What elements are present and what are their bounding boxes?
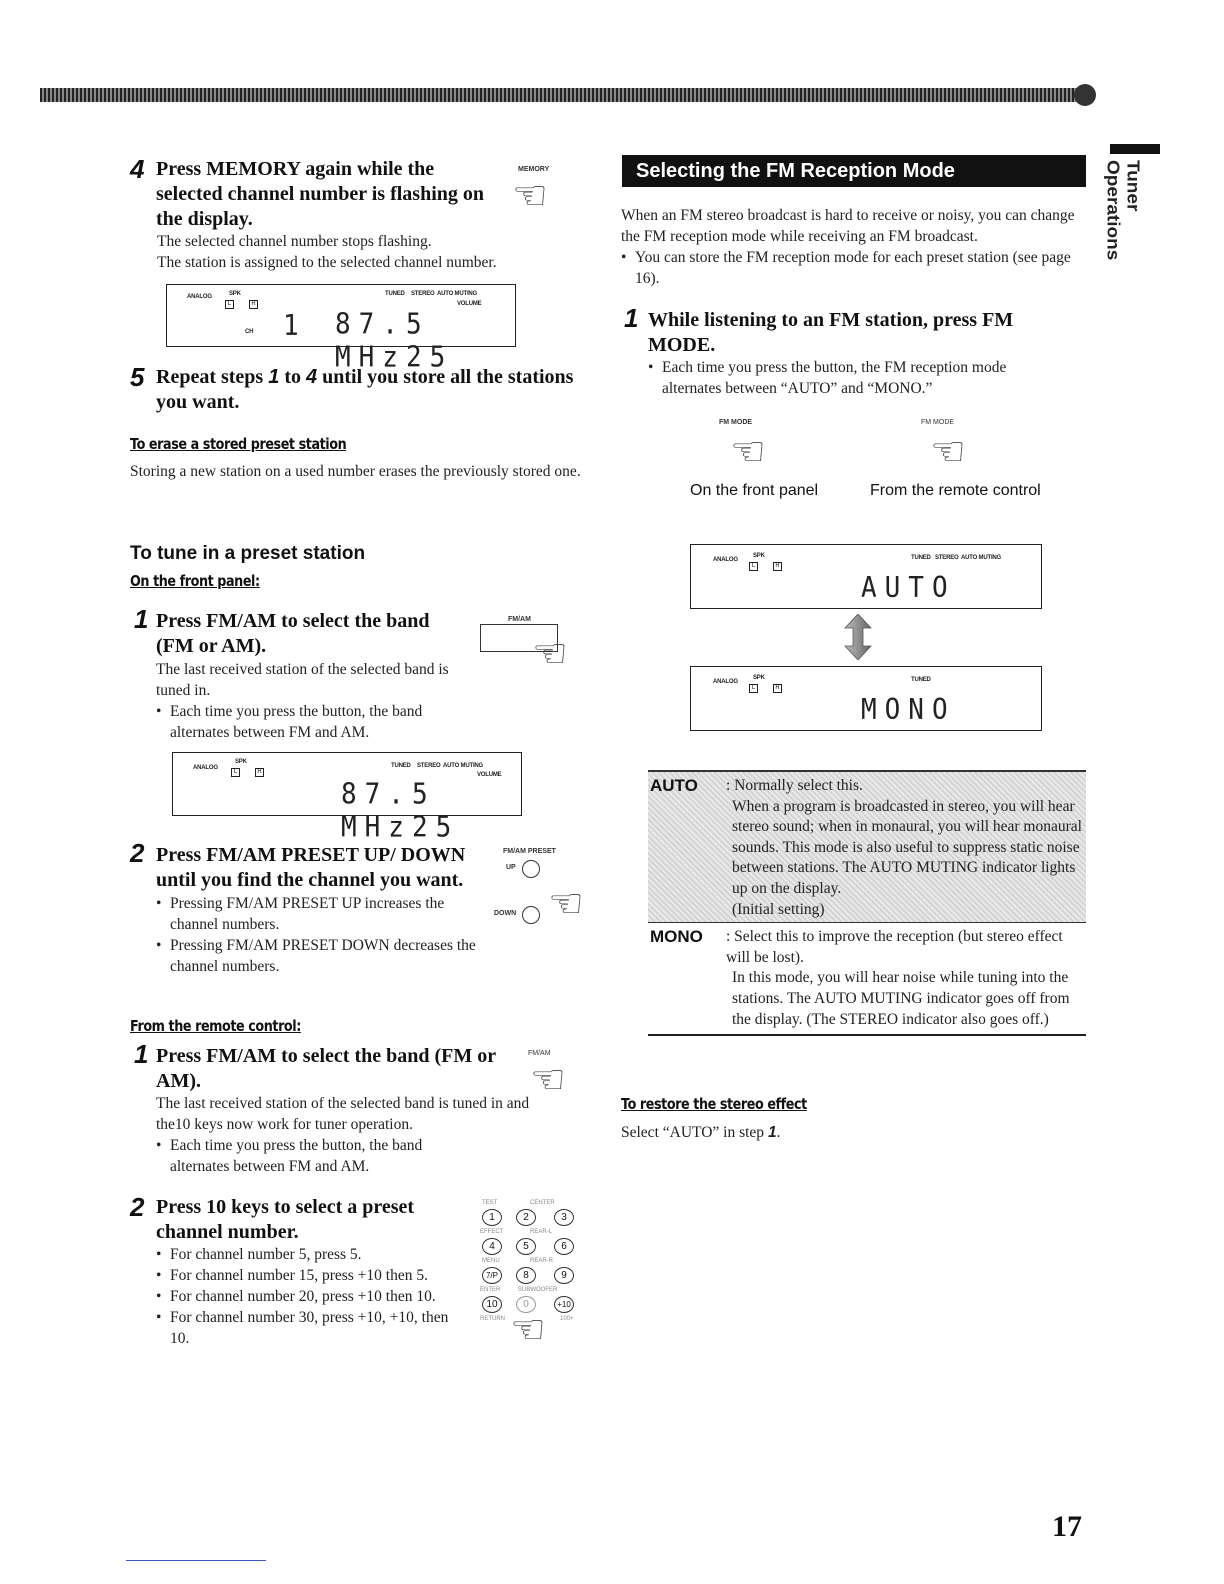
key-8: 8 — [516, 1267, 536, 1284]
indicator-stereo: STEREO — [411, 291, 435, 297]
step-title: Press MEMORY again while the selected channel number is flashing on the display. — [156, 158, 484, 230]
speaker-r-indicator: R — [249, 300, 258, 309]
display-panel-mono — [690, 666, 1042, 731]
step-ref: 1 — [268, 366, 280, 388]
mode-key: AUTO — [650, 776, 698, 795]
bullet-item: • For channel number 15, press +10 then 5. — [156, 1265, 466, 1286]
indicator-tuned: TUNED — [911, 555, 931, 561]
icon-label: FM MODE — [719, 419, 753, 426]
step-body — [648, 357, 1068, 399]
key-label: EFFECT — [480, 1229, 504, 1235]
pointing-hand-icon: ☜ — [548, 881, 584, 927]
indicator-volume: VOLUME — [457, 301, 482, 307]
step-number: 2 — [130, 838, 145, 868]
remote-keypad-graphic — [468, 1198, 588, 1358]
step-number: 4 — [130, 154, 145, 184]
mode-description — [726, 776, 1082, 920]
bullet-item: • For channel number 20, press +10 then 10. — [156, 1286, 466, 1307]
pointing-hand-icon: ☜ — [532, 631, 568, 677]
speaker-r-indicator: R — [255, 768, 264, 777]
step-title: Press FM/AM PRESET UP/ DOWN until you find the channel you want. — [156, 844, 466, 891]
speaker-l-indicator: L — [225, 300, 234, 309]
step-title — [156, 365, 606, 415]
indicator-stereo: STEREO — [417, 763, 441, 769]
bullet-item: • Pressing FM/AM PRESET UP increases the channel numbers. — [156, 893, 476, 935]
bullet-item: • For channel number 5, press 5. — [156, 1244, 466, 1265]
step-number: 1 — [134, 1039, 149, 1069]
indicator-spk: SPK — [753, 553, 765, 559]
icon-label: FM/AM PRESET — [503, 848, 556, 855]
display-frequency: 87.5 MHz25 — [335, 308, 454, 374]
subheading: To erase a stored preset station — [130, 435, 347, 453]
restore-text — [621, 1122, 1021, 1143]
display-frequency: 87.5 MHz25 — [341, 778, 460, 844]
display-panel — [172, 752, 522, 844]
mode-desc-line: : Normally select this. — [726, 777, 863, 794]
key-label: RETURN — [480, 1316, 505, 1322]
mode-desc-line: When a program is broadcasted in stereo, you will hear stereo sound; when in monaural, you will hear monaural sounds. This mode is also useful to suppress static noise between stations. The AUTO MUTING indicator lights up on the display. — [732, 797, 1082, 897]
bullet-item: • Each time you press the button, the FM reception mode alternates between “AUTO” and “MONO.” — [648, 357, 1068, 399]
bullet-item: • Each time you press the button, the band alternates between FM and AM. — [156, 701, 476, 743]
up-down-arrow-icon — [844, 614, 872, 660]
step-body — [156, 659, 476, 743]
display-panel — [166, 284, 516, 374]
display-mode-text: MONO — [861, 693, 956, 727]
indicator-spk: SPK — [753, 675, 765, 681]
key-label: REAR-L — [530, 1229, 553, 1235]
preset-up-button-graphic — [522, 860, 540, 878]
subheading: To restore the stereo effect — [621, 1095, 807, 1113]
key-6: 6 — [554, 1238, 574, 1255]
indicator-analog: ANALOG — [193, 765, 218, 771]
icon-label: FM/AM — [508, 616, 531, 623]
bullet-item: • For channel number 30, press +10, +10, then 10. — [156, 1307, 466, 1349]
key-5: 5 — [516, 1238, 536, 1255]
key-2: 2 — [516, 1209, 536, 1226]
indicator-auto-muting: AUTO MUTING — [961, 555, 1002, 561]
step-body — [156, 1244, 466, 1349]
key-3: 3 — [554, 1209, 574, 1226]
pointing-hand-icon: ☜ — [530, 1057, 566, 1103]
key-label: MENU — [482, 1258, 500, 1264]
preset-down-button-graphic — [522, 906, 540, 924]
step-body — [157, 231, 577, 273]
step-body — [156, 893, 476, 977]
title-part: until you store all the stations you want. — [156, 366, 574, 413]
speaker-l-indicator: L — [749, 562, 758, 571]
bullet-item: • Pressing FM/AM PRESET DOWN decreases the channel numbers. — [156, 935, 476, 977]
speaker-r-indicator: R — [773, 562, 782, 571]
speaker-r-indicator: R — [773, 684, 782, 693]
display-channel: 1 — [283, 309, 307, 343]
icon-label: FM/AM — [528, 1050, 551, 1057]
key-9: 9 — [554, 1267, 574, 1284]
pointing-hand-icon: ☜ — [930, 429, 966, 475]
mode-description — [726, 927, 1082, 1030]
key-7p: 7/P — [482, 1267, 502, 1284]
mode-row-mono — [648, 922, 1086, 1036]
indicator-analog: ANALOG — [187, 294, 212, 300]
pointing-hand-icon: ☜ — [512, 173, 548, 219]
step-line: The station is assigned to the selected channel number. — [157, 254, 497, 271]
caption-front-panel: On the front panel — [690, 482, 819, 499]
down-label: DOWN — [494, 910, 517, 917]
key-plus10: +10 — [554, 1296, 574, 1313]
key-label: ENTER — [480, 1287, 501, 1293]
indicator-analog: ANALOG — [713, 679, 738, 685]
step-ref: 4 — [306, 366, 318, 388]
side-tab-marker — [1110, 144, 1160, 154]
indicator-stereo: STEREO — [935, 555, 959, 561]
step-number: 5 — [130, 362, 145, 392]
key-label: SUBWOOFER — [518, 1287, 558, 1293]
erase-text: Storing a new station on a used number erases the previously stored one. — [130, 463, 581, 480]
section-title-bar: Selecting the FM Reception Mode — [622, 155, 1086, 187]
side-tab-label: Tuner Operations — [1103, 160, 1142, 261]
indicator-tuned: TUNED — [385, 291, 405, 297]
display-panel-auto — [690, 544, 1042, 609]
step-title: Press FM/AM to select the band (FM or AM). — [156, 1045, 496, 1092]
indicator-ch: CH — [245, 329, 254, 335]
title-part: to — [279, 366, 307, 388]
footer-line — [126, 1560, 266, 1561]
key-0: 0 — [516, 1296, 536, 1313]
step-line: The last received station of the selected band is tuned in. — [156, 661, 449, 699]
indicator-auto-muting: AUTO MUTING — [437, 291, 478, 297]
step-title: While listening to an FM station, press FM MODE. — [648, 309, 1014, 356]
speaker-l-indicator: L — [749, 684, 758, 693]
mode-desc-line: : Select this to improve the reception (but stereo effect will be lost). — [726, 928, 1063, 966]
key-label: TEST — [482, 1200, 498, 1206]
subheading: On the front panel: — [130, 572, 260, 590]
bullet-item: • Each time you press the button, the band alternates between FM and AM. — [156, 1135, 456, 1177]
bullet-item: • You can store the FM reception mode for each preset station (see page 16). — [621, 247, 1076, 289]
indicator-spk: SPK — [229, 291, 241, 297]
step-number: 1 — [134, 604, 149, 634]
indicator-volume: VOLUME — [477, 772, 502, 778]
mode-desc-line: In this mode, you will hear noise while tuning into the stations. The AUTO MUTING indicator goes off from the display. (The STEREO indicator also goes off.) — [732, 969, 1070, 1028]
indicator-auto-muting: AUTO MUTING — [443, 763, 484, 769]
step-line: The last received station of the selected band is tuned in and the10 keys now work for tuner operation. — [156, 1095, 530, 1133]
pointing-hand-icon: ☜ — [730, 429, 766, 475]
subheading: From the remote control: — [130, 1017, 301, 1035]
key-label: 100+ — [560, 1316, 574, 1322]
indicator-tuned: TUNED — [391, 763, 411, 769]
step-body — [156, 1093, 536, 1177]
step-ref: 1 — [767, 1124, 777, 1141]
intro-paragraph: When an FM stereo broadcast is hard to receive or noisy, you can change the FM reception mode while receiving an FM broadcast. — [621, 207, 1075, 245]
reception-mode-table — [648, 770, 1086, 1036]
section-heading: To tune in a preset station — [130, 543, 366, 564]
title-part: Repeat steps — [156, 366, 269, 388]
restore-part: . — [776, 1124, 781, 1141]
page-number: 17 — [1052, 1510, 1082, 1543]
step-line: The selected channel number stops flashing. — [157, 233, 432, 250]
indicator-tuned: TUNED — [911, 677, 931, 683]
step-title: Press 10 keys to select a preset channel number. — [156, 1196, 415, 1243]
key-10: 10 — [482, 1296, 502, 1313]
pointing-hand-icon: ☜ — [510, 1307, 546, 1353]
up-label: UP — [506, 864, 516, 871]
key-label: CENTER — [530, 1200, 555, 1206]
top-bar-end-dot — [1074, 84, 1096, 106]
indicator-spk: SPK — [235, 759, 247, 765]
top-decorative-bar — [40, 88, 1080, 102]
key-1: 1 — [482, 1209, 502, 1226]
step-number: 2 — [130, 1192, 145, 1222]
mode-desc-line: (Initial setting) — [732, 900, 825, 918]
key-label: REAR-R — [530, 1258, 554, 1264]
speaker-l-indicator: L — [231, 768, 240, 777]
caption-remote: From the remote control — [870, 482, 1041, 499]
step-number: 1 — [624, 303, 639, 333]
indicator-analog: ANALOG — [713, 557, 738, 563]
key-4: 4 — [482, 1238, 502, 1255]
restore-part: Select “AUTO” in step — [621, 1124, 768, 1141]
icon-label: MEMORY — [518, 166, 550, 173]
icon-label: FM MODE — [921, 419, 955, 426]
step-title: Press FM/AM to select the band (FM or AM). — [156, 610, 430, 657]
intro-text — [621, 205, 1076, 289]
display-mode-text: AUTO — [861, 571, 956, 605]
mode-key: MONO — [650, 927, 703, 947]
mode-row-auto — [648, 770, 1086, 922]
